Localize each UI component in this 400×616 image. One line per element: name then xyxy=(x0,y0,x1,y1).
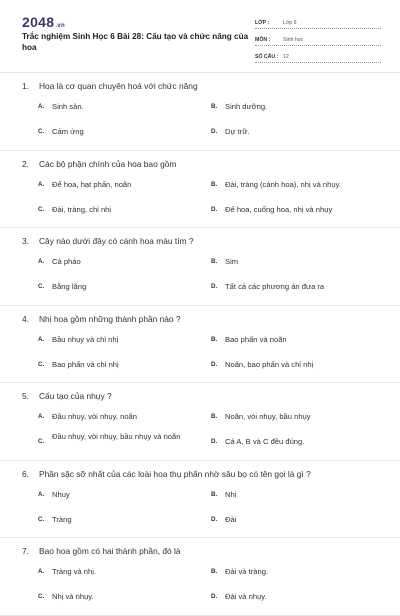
answer-option[interactable] xyxy=(211,256,376,278)
question-text: Các bộ phận chính của hoa bao gồm xyxy=(39,158,177,169)
question-text: Bao hoa gồm có hai thành phần, đó là xyxy=(39,546,181,556)
meta-row-class xyxy=(255,14,381,29)
meta-value: 12 xyxy=(283,54,289,60)
option-text: Sinh dưỡng. xyxy=(225,102,268,111)
answer-option[interactable] xyxy=(211,179,376,201)
option-text: Đài, tràng, chỉ nhị xyxy=(52,204,112,214)
logo-tld: .vn xyxy=(55,23,65,29)
question-stem xyxy=(22,81,198,91)
meta-value: Lớp 6 xyxy=(283,20,297,26)
meta-row-count xyxy=(255,48,381,63)
option-letter: D. xyxy=(211,593,218,600)
option-text: Cảm ứng xyxy=(52,127,84,136)
answer-option[interactable] xyxy=(38,591,203,613)
option-letter: D. xyxy=(211,438,218,445)
answer-option[interactable] xyxy=(211,591,376,613)
question-3 xyxy=(0,228,400,306)
option-text: Cả A, B và C đều đúng. xyxy=(225,437,305,446)
answer-option[interactable] xyxy=(211,566,376,588)
answer-option[interactable] xyxy=(211,411,376,433)
quiz-meta xyxy=(255,14,381,65)
page-header xyxy=(0,0,400,73)
meta-label: SỐ CÂU : xyxy=(255,54,279,60)
question-stem xyxy=(22,391,112,401)
question-text: Phần sặc sỡ nhất của các loài hoa thụ phấn nhờ sâu bọ có tên gọi là gì ? xyxy=(39,468,311,479)
answer-option[interactable] xyxy=(38,489,203,511)
meta-label: MÔN : xyxy=(255,37,271,43)
answer-option[interactable] xyxy=(38,126,203,148)
meta-row-subject xyxy=(255,31,381,46)
answer-option[interactable] xyxy=(211,359,376,381)
answer-option[interactable] xyxy=(38,179,203,201)
answer-option[interactable] xyxy=(38,431,203,453)
question-4 xyxy=(0,306,400,384)
answer-option[interactable] xyxy=(38,411,203,433)
option-letter: A. xyxy=(38,258,45,265)
option-text: Noãn, bao phấn và chỉ nhị xyxy=(225,359,314,369)
question-text: Cấu tạo của nhụy ? xyxy=(39,391,112,401)
option-letter: B. xyxy=(211,413,218,420)
option-text: Nhuỵ xyxy=(52,489,70,499)
answer-option[interactable] xyxy=(38,281,203,303)
question-number: 5. xyxy=(22,391,29,401)
option-text: Nhị xyxy=(225,489,237,499)
option-letter: D. xyxy=(211,128,218,135)
question-2 xyxy=(0,151,400,229)
question-5 xyxy=(0,383,400,461)
option-letter: C. xyxy=(38,515,45,523)
question-stem xyxy=(22,469,311,479)
meta-value: Sinh học xyxy=(283,37,304,43)
option-letter: C. xyxy=(38,438,45,445)
option-letter: B. xyxy=(211,258,218,265)
option-letter: A. xyxy=(38,490,45,498)
option-text: Đài và nhụy. xyxy=(225,592,267,601)
question-number: 1. xyxy=(22,81,29,91)
question-stem xyxy=(22,159,176,169)
option-letter: C. xyxy=(38,360,45,368)
question-stem xyxy=(22,236,194,246)
option-text: Sinh sản. xyxy=(52,102,84,111)
question-number: 3. xyxy=(22,236,29,246)
option-letter: B. xyxy=(211,568,218,575)
option-letter: C. xyxy=(38,283,45,290)
option-text: Đài và tràng. xyxy=(225,567,269,576)
option-letter: C. xyxy=(38,593,45,600)
answer-option[interactable] xyxy=(211,204,376,226)
question-text: Hoa là cơ quan chuyên hoá với chức năng xyxy=(39,81,198,91)
option-text: Cà pháo xyxy=(52,257,81,266)
option-letter: C. xyxy=(38,205,45,213)
option-text: Bằng lăng xyxy=(52,282,87,291)
answer-option[interactable] xyxy=(38,334,203,356)
meta-label: LỚP : xyxy=(255,20,270,26)
option-text: Nhị và nhụy. xyxy=(52,592,94,601)
option-letter: A. xyxy=(38,413,45,420)
answer-option[interactable] xyxy=(211,334,376,356)
question-stem xyxy=(22,546,181,556)
option-text: Đài xyxy=(225,514,237,524)
option-letter: D. xyxy=(211,205,218,213)
option-text: Tất cả các phương án đưa ra xyxy=(225,282,325,291)
option-letter: D. xyxy=(211,360,218,368)
answer-option[interactable] xyxy=(38,359,203,381)
option-letter: A. xyxy=(38,568,45,575)
option-text: Đầu nhụy, vòi nhụy, bầu nhụy và noãn xyxy=(52,432,181,441)
question-number: 6. xyxy=(22,468,29,479)
question-number: 4. xyxy=(22,313,29,324)
option-letter: D. xyxy=(211,515,218,523)
question-6 xyxy=(0,461,400,539)
quiz-title: Trắc nghiệm Sinh Học 6 Bài 28: Cấu tạo và chức năng của hoa xyxy=(22,32,249,52)
answer-option[interactable] xyxy=(211,514,376,536)
question-text: Cây nào dưới đây có cánh hoa màu tím ? xyxy=(39,236,194,246)
question-text: Nhị hoa gồm những thành phần nào ? xyxy=(39,313,181,324)
answer-option[interactable] xyxy=(38,566,203,588)
option-text: Bao phấn và noãn xyxy=(225,334,287,344)
answer-option[interactable] xyxy=(38,256,203,278)
answer-option[interactable] xyxy=(211,101,376,123)
option-text: Tràng và nhị. xyxy=(52,567,97,576)
answer-option[interactable] xyxy=(38,101,203,123)
answer-option[interactable] xyxy=(38,204,203,226)
option-letter: B. xyxy=(211,335,218,343)
option-letter: B. xyxy=(211,180,218,188)
answer-option[interactable] xyxy=(211,281,376,303)
question-1 xyxy=(0,73,400,151)
option-letter: A. xyxy=(38,335,45,343)
option-letter: B. xyxy=(211,490,218,498)
answer-option[interactable] xyxy=(211,436,376,458)
question-separator xyxy=(0,615,400,616)
answer-option[interactable] xyxy=(211,489,376,511)
option-text: Đế hoa, hạt phấn, noãn xyxy=(52,179,132,189)
question-number: 2. xyxy=(22,158,29,169)
question-7 xyxy=(0,538,400,616)
question-stem xyxy=(22,314,181,324)
question-number: 7. xyxy=(22,546,29,556)
option-text: Đế hoa, cuống hoa, nhị và nhụy xyxy=(225,204,333,214)
option-text: Bao phấn và chỉ nhị xyxy=(52,359,119,369)
option-text: Đài, tràng (cánh hoa), nhị và nhụy. xyxy=(225,179,341,189)
answer-option[interactable] xyxy=(38,514,203,536)
answer-option[interactable] xyxy=(211,126,376,148)
option-text: Sim xyxy=(225,257,239,266)
option-letter: D. xyxy=(211,283,218,290)
option-letter: C. xyxy=(38,128,45,135)
option-text: Bầu nhụy và chỉ nhị xyxy=(52,334,119,344)
option-text: Noãn, vòi nhụy, bầu nhụy xyxy=(225,412,311,421)
option-text: Đầu nhụy, vòi nhụy, noãn xyxy=(52,412,137,421)
option-letter: A. xyxy=(38,180,45,188)
option-letter: B. xyxy=(211,103,218,110)
option-text: Tràng xyxy=(52,514,72,524)
option-text: Dự trữ. xyxy=(225,127,250,136)
option-letter: A. xyxy=(38,103,45,110)
logo-text: 2048 xyxy=(22,14,55,30)
site-logo[interactable] xyxy=(22,14,65,30)
